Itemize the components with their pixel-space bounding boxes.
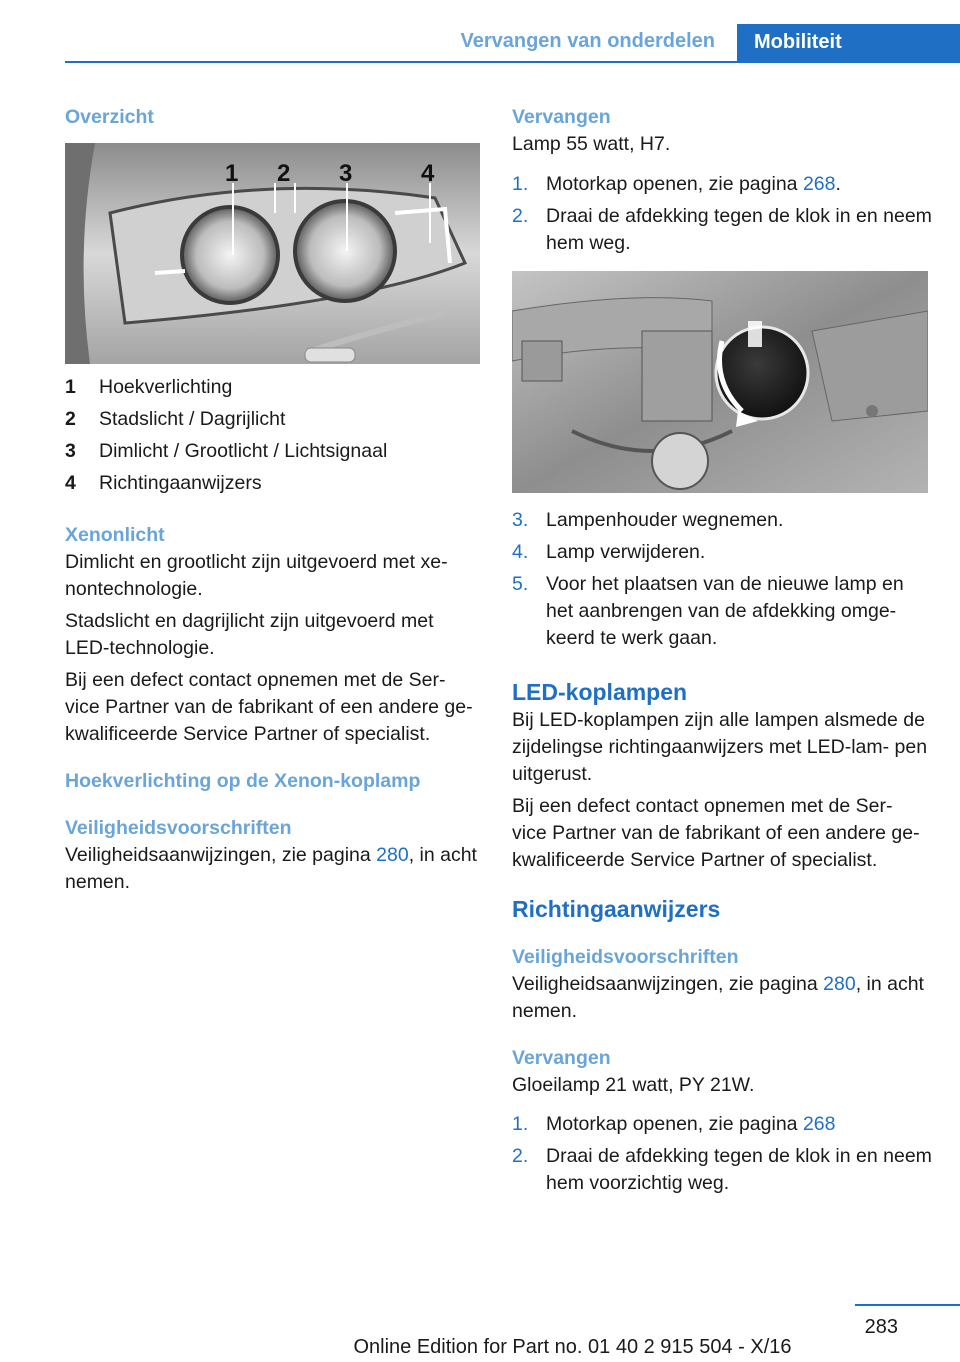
edition-footer: Online Edition for Part no. 01 40 2 915 504 - X/16 bbox=[353, 1336, 792, 1358]
callout-2: 2 bbox=[277, 160, 291, 187]
turn-replace-heading: Vervangen bbox=[512, 1047, 611, 1069]
step-item: 1. Motorkap openen, zie pagina 268. bbox=[512, 173, 841, 195]
xenon-paragraph-2: Stadslicht en dagrijlicht zijn uitgevoerd met LED-technologie. bbox=[65, 610, 434, 659]
page-link-280[interactable]: 280 bbox=[823, 973, 856, 995]
replace-heading: Vervangen bbox=[512, 106, 611, 128]
step-item: 4. Lamp verwijderen. bbox=[512, 541, 706, 563]
engine-bay-image bbox=[512, 271, 928, 493]
page-number: 283 bbox=[864, 1316, 898, 1338]
replace-steps-a bbox=[512, 171, 932, 257]
legend-item: 3 Dimlicht / Grootlicht / Lichtsignaal bbox=[65, 440, 388, 462]
callout-4: 4 bbox=[421, 160, 435, 187]
turn-lamp-spec: Gloeilamp 21 watt, PY 21W. bbox=[512, 1074, 755, 1096]
safety-heading: Veiligheidsvoorschriften bbox=[65, 817, 292, 839]
replace-steps-c bbox=[512, 1111, 932, 1197]
headlight-image bbox=[65, 143, 480, 364]
callout-3: 3 bbox=[339, 160, 353, 187]
turn-safety-heading: Veiligheidsvoorschriften bbox=[512, 946, 739, 968]
turn-signals-heading: Richtingaanwijzers bbox=[512, 896, 721, 922]
callout-legend bbox=[65, 374, 483, 497]
step-item: 5. Voor het plaatsen van de nieuwe lamp en het aanbrengen van de afdekking omge- keerd te werk gaan. bbox=[512, 573, 904, 649]
header-rule bbox=[65, 61, 960, 63]
legend-item: 2 Stadslicht / Dagrijlicht bbox=[65, 408, 286, 430]
replace-steps-b bbox=[512, 507, 932, 652]
step-item: 1. Motorkap openen, zie pagina 268 bbox=[512, 1113, 836, 1135]
footer-rule bbox=[855, 1304, 960, 1306]
page-link-268[interactable]: 268 bbox=[802, 1113, 836, 1135]
xenon-heading: Xenonlicht bbox=[65, 524, 165, 546]
safety-paragraph: Veiligheidsaanwijzingen, zie pagina 280, in acht nemen. bbox=[65, 844, 477, 893]
right-column bbox=[512, 104, 932, 1202]
xenon-paragraph-1: Dimlicht en grootlicht zijn uitgevoerd met xe- nontechnologie. bbox=[65, 551, 448, 600]
header-section-title: Vervangen van onderdelen bbox=[460, 30, 715, 52]
page-link-280[interactable]: 280 bbox=[376, 844, 409, 866]
led-paragraph-2: Bij een defect contact opnemen met de Ser- vice Partner van de fabrikant of een andere ge- kwalificeerde Service Partner of specialist. bbox=[512, 795, 920, 871]
lamp-spec: Lamp 55 watt, H7. bbox=[512, 133, 671, 155]
callout-1: 1 bbox=[225, 160, 239, 187]
turn-safety-paragraph: Veiligheidsaanwijzingen, zie pagina 280, in acht nemen. bbox=[512, 973, 924, 1022]
step-item: 2. Draai de afdekking tegen de klok in en neem hem voorzichtig weg. bbox=[512, 1145, 932, 1194]
legend-item: 1 Hoekverlichting bbox=[65, 376, 233, 398]
step-item: 3. Lampenhouder wegnemen. bbox=[512, 509, 784, 531]
header-tab-mobiliteit[interactable]: Mobiliteit bbox=[737, 24, 960, 63]
legend-item: 4 Richtingaanwijzers bbox=[65, 472, 262, 494]
cornering-light-heading: Hoekverlichting op de Xenon-koplamp bbox=[65, 770, 421, 792]
xenon-paragraph-3: Bij een defect contact opnemen met de Ser- vice Partner van de fabrikant of een andere ge- kwalificeerde Service Partner of specialist. bbox=[65, 669, 473, 745]
led-headlights-heading: LED-koplampen bbox=[512, 679, 688, 705]
step-item: 2. Draai de afdekking tegen de klok in en neem hem weg. bbox=[512, 205, 932, 254]
led-paragraph-1: Bij LED-koplampen zijn alle lampen alsmede de zijdelingse richtingaanwijzers met LED-lam- pen uitgerust. bbox=[512, 709, 928, 785]
left-column bbox=[65, 104, 483, 896]
overview-heading: Overzicht bbox=[65, 106, 154, 128]
page-link-268[interactable]: 268 bbox=[802, 173, 836, 195]
